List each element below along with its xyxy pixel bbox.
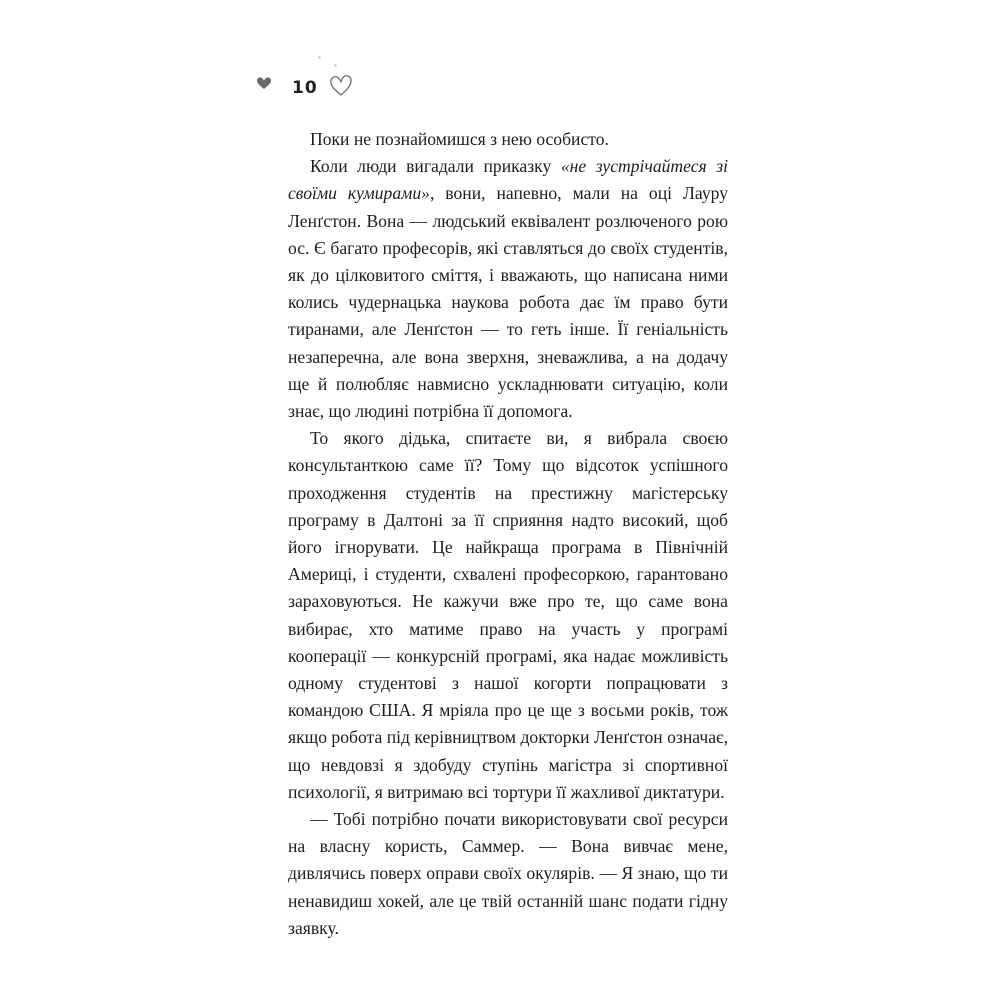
paragraph: То якого дідька, спитаєте ви, я вибрала своєю консультанткою саме її? Тому що відсоток успішного проходження студентів на престижну магістерську програму в Далтоні за її сприяння надто високий, щоб його ігнорувати. Це найкраща програма в Північній Америці, і студенти, схвалені професоркою, гарантовано зараховуються. Не кажучи вже про те, що саме вона вибирає, хто матиме право на участь у програмі кооперації — конкурсній програмі, яка надає можливість одному студентові з нашої когорти попрацювати з командою США. Я мріяла про це ще з восьми років, тож якщо робота під керівництвом докторки Ленґстон означає, що невдовзі я здобуду ступінь магістра зі спортивної психології, я витримаю всі тортури її жахливої диктатури. <box>288 428 728 802</box>
body-text <box>288 126 728 942</box>
decorative-dot <box>334 64 337 67</box>
heart-filled-icon <box>256 76 272 90</box>
italic-saying: «не зустрічайтеся зі своїми кумирами» <box>288 156 728 204</box>
paragraph-text: , вони, напевно, мали на оці Лауру Ленґстон. Вона — людський еквівалент розлюченого рою ос. Є багато професорів, які ставляться до своїх студентів, як до цілковитого сміття, і вважають, що написана ними колись чудернацька наукова робота дає їм право бути тиранами, але Ленґстон — то геть інше. Її геніальність незаперечна, але вона зверхня, зневажлива, а на додачу ще й полюбляє навмисно ускладнювати ситуацію, коли знає, що людині потрібна її допомога. <box>288 183 728 422</box>
paragraph: — Тобі потрібно почати використовувати свої ресурси на власну користь, Саммер. — Вона вивчає мене, дивлячись поверх оправи своїх окулярів. — Я знаю, що ти ненавидиш хокей, але це твій останній шанс подати гідну заявку. <box>288 809 728 938</box>
paragraph-text: Коли люди вигадали приказку <box>310 156 561 177</box>
heart-outline-icon <box>328 72 354 98</box>
decorative-dot <box>318 56 321 59</box>
paragraph <box>288 153 728 425</box>
paragraph: Поки не познайомишся з нею особисто. <box>310 129 609 149</box>
page-header <box>256 72 376 112</box>
page-number: 10 <box>292 78 318 98</box>
